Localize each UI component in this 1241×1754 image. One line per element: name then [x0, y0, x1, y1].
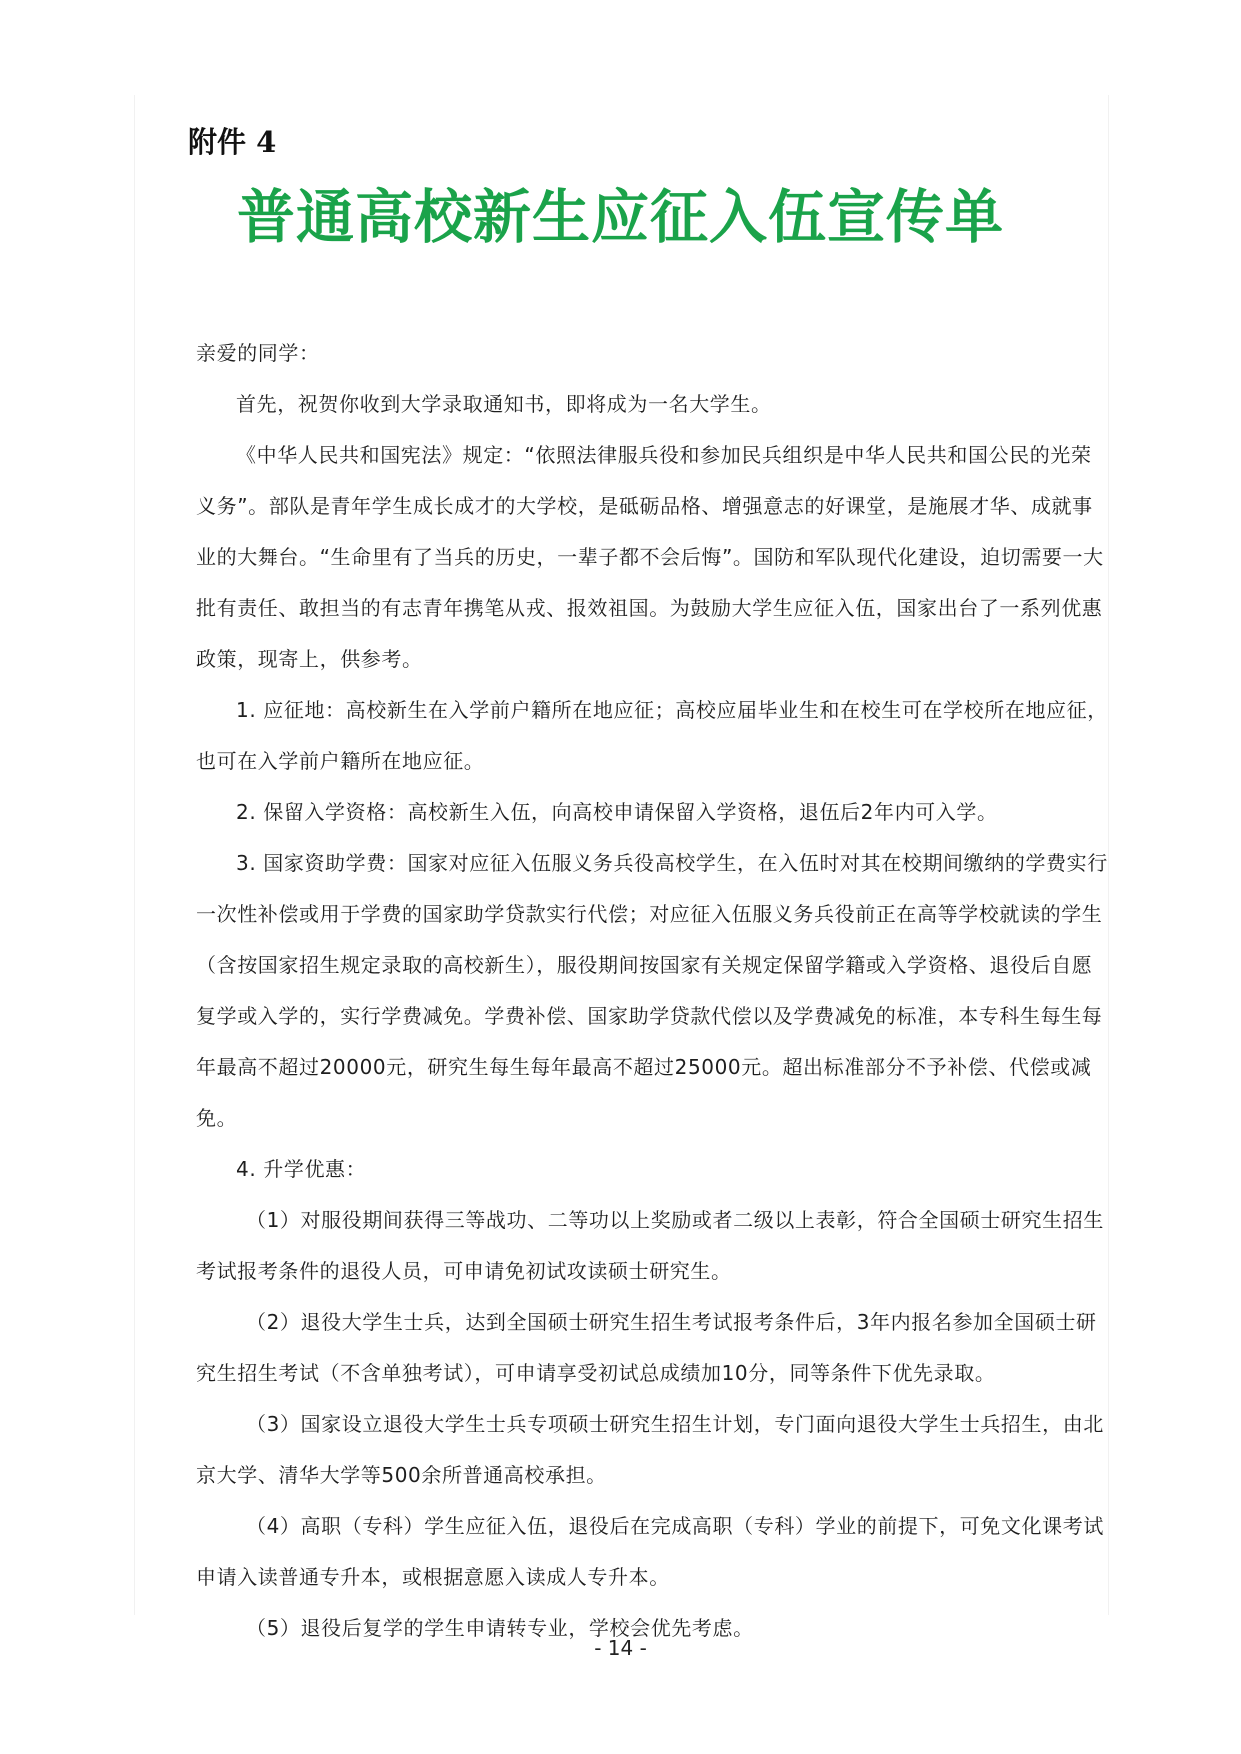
attachment-label: 附件 4 [188, 125, 277, 159]
policy-item-2: 2. 保留入学资格：高校新生入伍，向高校申请保留入学资格，退伍后2年内可入学。 [236, 800, 998, 824]
policy-item-4-1: （1）对服役期间获得三等战功、二等功以上奖励或者二级以上表彰，符合全国硕士研究生招生考试报考条件的退役人员，可申请免初试攻读硕士研究生。 [196, 1208, 1104, 1283]
policy-item-4-2: （2）退役大学生士兵，达到全国硕士研究生招生考试报考条件后，3年内报名参加全国硕士研究生招生考试（不含单独考试），可申请享受初试总成绩加10分，同等条件下优先录取。 [196, 1310, 1097, 1385]
constitution-paragraph: 《中华人民共和国宪法》规定：“依照法律服兵役和参加民兵组织是中华人民共和国公民的光荣义务”。部队是青年学生成长成才的大学校，是砥砺品格、增强意志的好课堂，是施展才华、成就事业的大舞台。“生命里有了当兵的历史，一辈子都不会后悔”。国防和军队现代化建设，迫切需要一大批有责任、敢担当的有志青年携笔从戎、报效祖国。为鼓励大学生应征入伍，国家出台了一系列优惠政策，现寄上，供参考。 [196, 443, 1104, 671]
policy-item-4-5: （5）退役后复学的学生申请转专业，学校会优先考虑。 [246, 1616, 754, 1640]
greeting: 亲爱的同学： [196, 341, 320, 365]
policy-item-4-heading: 4. 升学优惠： [236, 1157, 367, 1181]
document-title: 普通高校新生应征入伍宣传单 [236, 183, 1004, 251]
document-body [196, 328, 1112, 1654]
policy-item-4-3: （3）国家设立退役大学生士兵专项硕士研究生招生计划，专门面向退役大学生士兵招生，由北京大学、清华大学等500余所普通高校承担。 [196, 1412, 1104, 1487]
policy-item-1: 1. 应征地：高校新生在入学前户籍所在地应征；高校应届毕业生和在校生可在学校所在地应征，也可在入学前户籍所在地应征。 [196, 698, 1108, 773]
page-number: - 14 - [594, 1636, 647, 1660]
congrats-paragraph: 首先，祝贺你收到大学录取通知书，即将成为一名大学生。 [236, 392, 772, 416]
policy-item-3: 3. 国家资助学费：国家对应征入伍服义务兵役高校学生，在入伍时对其在校期间缴纳的学费实行一次性补偿或用于学费的国家助学贷款实行代偿；对应征入伍服义务兵役前正在高等学校就读的学生（含按国家招生规定录取的高校新生），服役期间按国家有关规定保留学籍或入学资格、退役后自愿复学或入学的，实行学费减免。学费补偿、国家助学贷款代偿以及学费减免的标准，本专科生每生每年最高不超过20000元，研究生每生每年最高不超过25000元。超出标准部分不予补偿、代偿或减免。 [196, 851, 1108, 1130]
policy-item-4-4: （4）高职（专科）学生应征入伍，退役后在完成高职（专科）学业的前提下，可免文化课考试申请入读普通专升本，或根据意愿入读成人专升本。 [196, 1514, 1104, 1589]
